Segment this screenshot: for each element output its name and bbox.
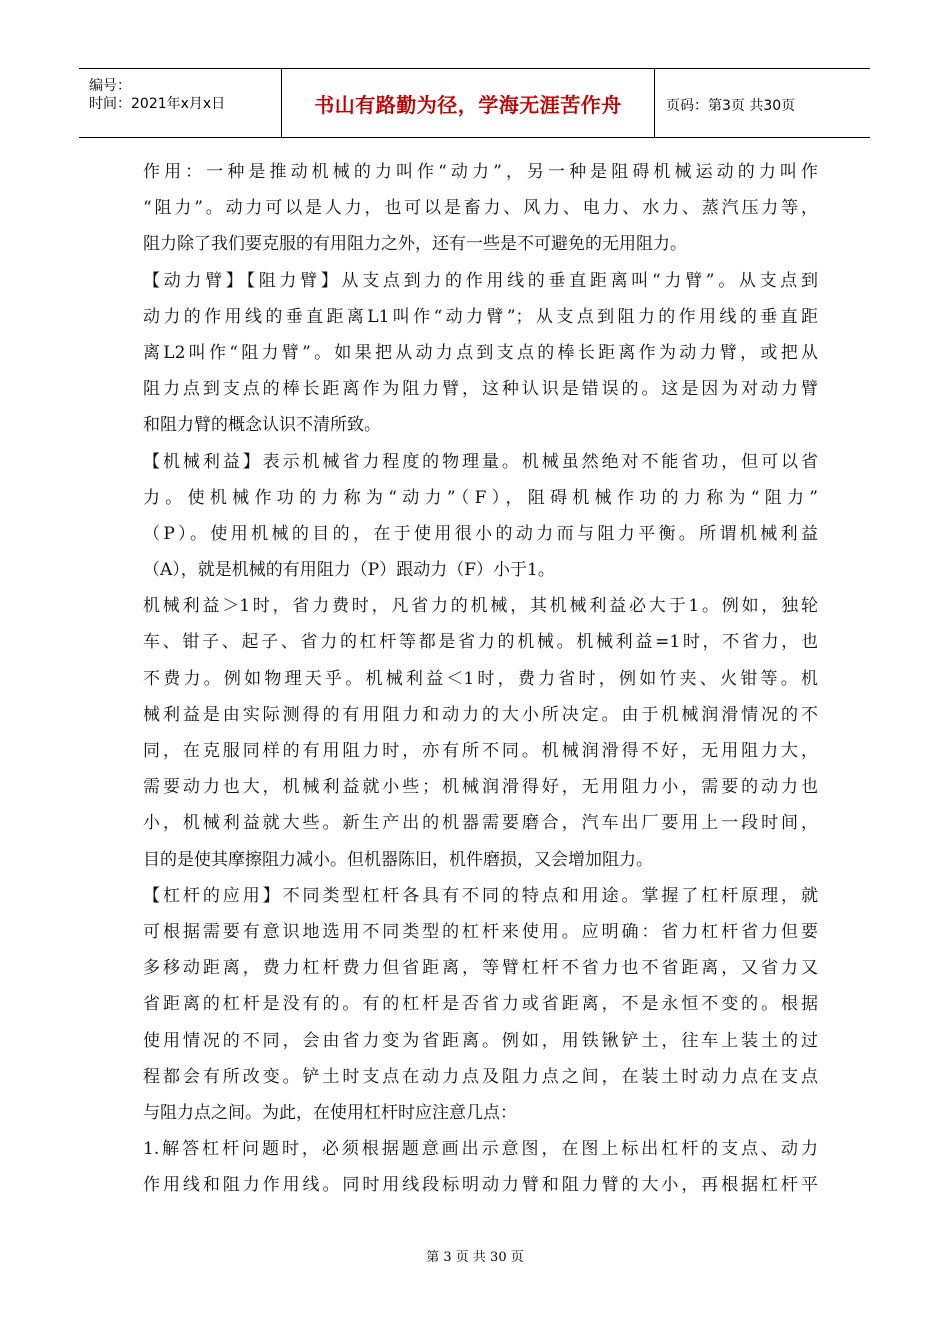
header-page-cell xyxy=(654,69,870,137)
text-line: 省距离的杠杆是没有的。有的杠杆是否省力或省距离，不是永恒不变的。根据 xyxy=(143,994,818,1015)
document-number-label: 编号： xyxy=(89,78,131,94)
header-page-info: 页码：第3页 共30页 xyxy=(666,98,796,114)
text-line: “阻力”。动力可以是人力，也可以是畜力、风力、电力、水力、蒸汽压力等， xyxy=(143,198,818,219)
text-line: 目的是使其摩擦阻力减小。但机器陈旧，机件磨损，又会增加阻力。 xyxy=(143,849,653,870)
text-line: 多移动距离，费力杠杆费力但省距离，等臂杠杆不省力也不省距离，又省力又 xyxy=(143,958,818,979)
text-line: 1.解答杠杆问题时，必须根据题意画出示意图，在图上标出杠杆的支点、动力 xyxy=(143,1139,818,1160)
text-line: 不费力。例如物理天乎。机械利益＜1时，费力省时，例如竹夹、火钳等。机 xyxy=(143,668,818,689)
text-line: 使用情况的不同，会由省力变为省距离。例如，用铁锹铲土，往车上装土的过 xyxy=(143,1030,818,1051)
text-line: 需要动力也大，机械利益就小些；机械润滑得好，无用阻力小，需要的动力也 xyxy=(143,777,818,798)
page-header xyxy=(79,68,870,138)
text-line: 力。使机械作功的力称为“动力”（F），阻碍机械作功的力称为“阻力” xyxy=(143,487,818,508)
text-line: 离L2叫作“阻力臂”。如果把从动力点到支点的棒长距离作为动力臂，或把从 xyxy=(143,342,818,363)
text-line: 阻力除了我们要克服的有用阻力之外，还有一些是不可避免的无用阻力。 xyxy=(143,234,687,255)
text-line: （A），就是机械的有用阻力（P）跟动力（F）小于1。 xyxy=(143,560,555,581)
text-line: 作用线和阻力作用线。同时用线段标明动力臂和阻力臂的大小，再根据杠杆平 xyxy=(143,1175,818,1196)
header-meta-cell xyxy=(79,69,281,137)
header-motto-cell xyxy=(281,69,655,137)
text-line: 小，机械利益就大些。新生产出的机器需要磨合，汽车出厂要用上一段时间， xyxy=(143,813,818,834)
text-line: 阻力点到支点的棒长距离作为阻力臂，这种认识是错误的。这是因为对动力臂 xyxy=(143,379,818,400)
text-line: 车、钳子、起子、省力的杠杆等都是省力的机械。机械利益=1时，不省力，也 xyxy=(143,632,818,653)
document-time-label: 时间：2021年x月x日 xyxy=(89,96,226,112)
text-line: 【杠杆的应用】不同类型杠杆各具有不同的特点和用途。掌握了杠杆原理，就 xyxy=(143,885,818,906)
text-line: 械利益是由实际测得的有用阻力和动力的大小所决定。由于机械润滑情况的不 xyxy=(143,704,818,725)
text-line: 【动力臂】【阻力臂】从支点到力的作用线的垂直距离叫“力臂”。从支点到 xyxy=(143,270,818,291)
text-line: 动力的作用线的垂直距离L1叫作“动力臂”；从支点到阻力的作用线的垂直距 xyxy=(143,306,818,327)
text-line: 和阻力臂的概念认识不清所致。 xyxy=(143,415,381,436)
text-line: 机械利益＞1时，省力费时，凡省力的机械，其机械利益必大于1。例如，独轮 xyxy=(143,596,818,617)
text-line: 可根据需要有意识地选用不同类型的杠杆来使用。应明确：省力杠杆省力但要 xyxy=(143,921,818,942)
document-body xyxy=(143,154,818,1203)
page-footer: 第 3 页 共 30 页 xyxy=(426,1250,524,1265)
text-line: 与阻力点之间。为此，在使用杠杆时应注意几点： xyxy=(143,1102,517,1123)
header-motto: 书山有路勤为径，学海无涯苦作舟 xyxy=(314,93,622,117)
text-line: 程都会有所改变。铲土时支点在动力点及阻力点之间，在装土时动力点在支点 xyxy=(143,1066,818,1087)
text-line: 同，在克服同样的有用阻力时，亦有所不同。机械润滑得不好，无用阻力大， xyxy=(143,741,818,761)
text-line: （P）。使用机械的目的，在于使用很小的动力而与阻力平衡。所谓机械利益 xyxy=(143,523,818,544)
text-line: 作用：一种是推动机械的力叫作“动力”，另一种是阻碍机械运动的力叫作 xyxy=(143,162,818,182)
text-line: 【机械利益】表示机械省力程度的物理量。机械虽然绝对不能省功，但可以省 xyxy=(143,451,818,472)
